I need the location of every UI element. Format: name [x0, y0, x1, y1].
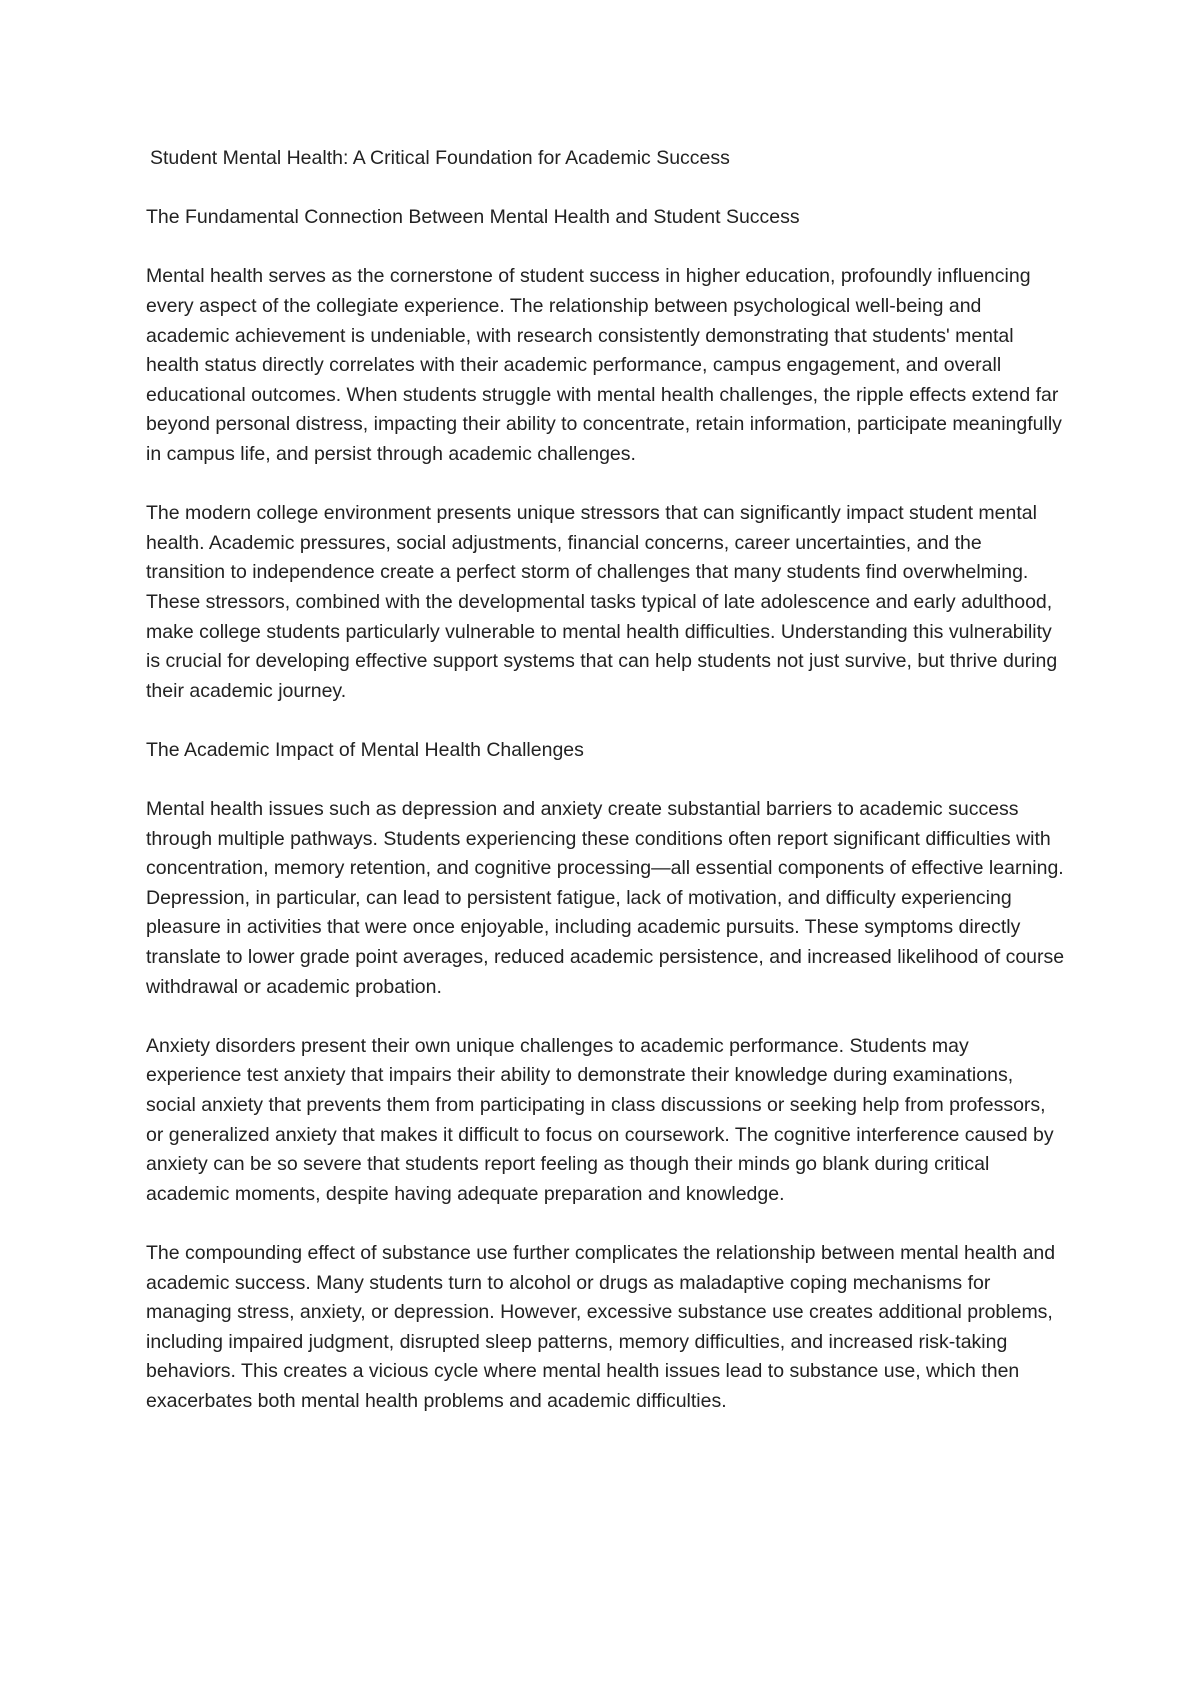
section-heading: The Fundamental Connection Between Mental Health and Student Success	[146, 206, 800, 229]
paragraph: Anxiety disorders present their own unique challenges to academic performance. Students may experience test anxiety that impairs their ability to demonstrate their knowledge during examinations, social anxiety that prevents them from participating in class discussions or seeking help from professors, or generalized anxiety that makes it difficult to focus on coursework. The cognitive interference caused by anxiety can be so severe that students report feeling as though their minds go blank during critical academic moments, despite having adequate preparation and knowledge.	[146, 1034, 1054, 1205]
section-heading: The Academic Impact of Mental Health Challenges	[146, 738, 584, 761]
paragraph: Mental health serves as the cornerstone of student success in higher education, profoundly influencing every aspect of the collegiate experience. The relationship between psychological well-being and academic achievement is undeniable, with research consistently demonstrating that students' mental health status directly correlates with their academic performance, campus engagement, and overall educational outcomes. When students struggle with mental health challenges, the ripple effects extend far beyond personal distress, impacting their ability to concentrate, retain information, participate meaningfully in campus life, and persist through academic challenges.	[146, 265, 1062, 465]
document-body	[146, 144, 1066, 1446]
paragraph: The compounding effect of substance use further complicates the relationship between mental health and academic success. Many students turn to alcohol or drugs as maladaptive coping mechanisms for managing stress, anxiety, or depression. However, excessive substance use creates additional problems, including impaired judgment, disrupted sleep patterns, memory difficulties, and increased risk-taking behaviors. This creates a vicious cycle where mental health issues lead to substance use, which then exacerbates both mental health problems and academic difficulties.	[146, 1241, 1056, 1412]
paragraph: Mental health issues such as depression and anxiety create substantial barriers to academic success through multiple pathways. Students experiencing these conditions often report significant difficulties with concentration, memory retention, and cognitive processing—all essential components of effective learning. Depression, in particular, can lead to persistent fatigue, lack of motivation, and difficulty experiencing pleasure in activities that were once enjoyable, including academic pursuits. These symptoms directly translate to lower grade point averages, reduced academic persistence, and increased likelihood of course withdrawal or academic probation.	[146, 798, 1065, 998]
document-title: Student Mental Health: A Critical Foundation for Academic Success	[150, 147, 730, 169]
paragraph: The modern college environment presents unique stressors that can significantly impact student mental health. Academic pressures, social adjustments, financial concerns, career uncertainties, and the transition to independence create a perfect storm of challenges that many students find overwhelming. These stressors, combined with the developmental tasks typical of late adolescence and early adulthood, make college students particularly vulnerable to mental health difficulties. Understanding this vulnerability is crucial for developing effective support systems that can help students not just survive, but thrive during their academic journey.	[146, 502, 1058, 702]
